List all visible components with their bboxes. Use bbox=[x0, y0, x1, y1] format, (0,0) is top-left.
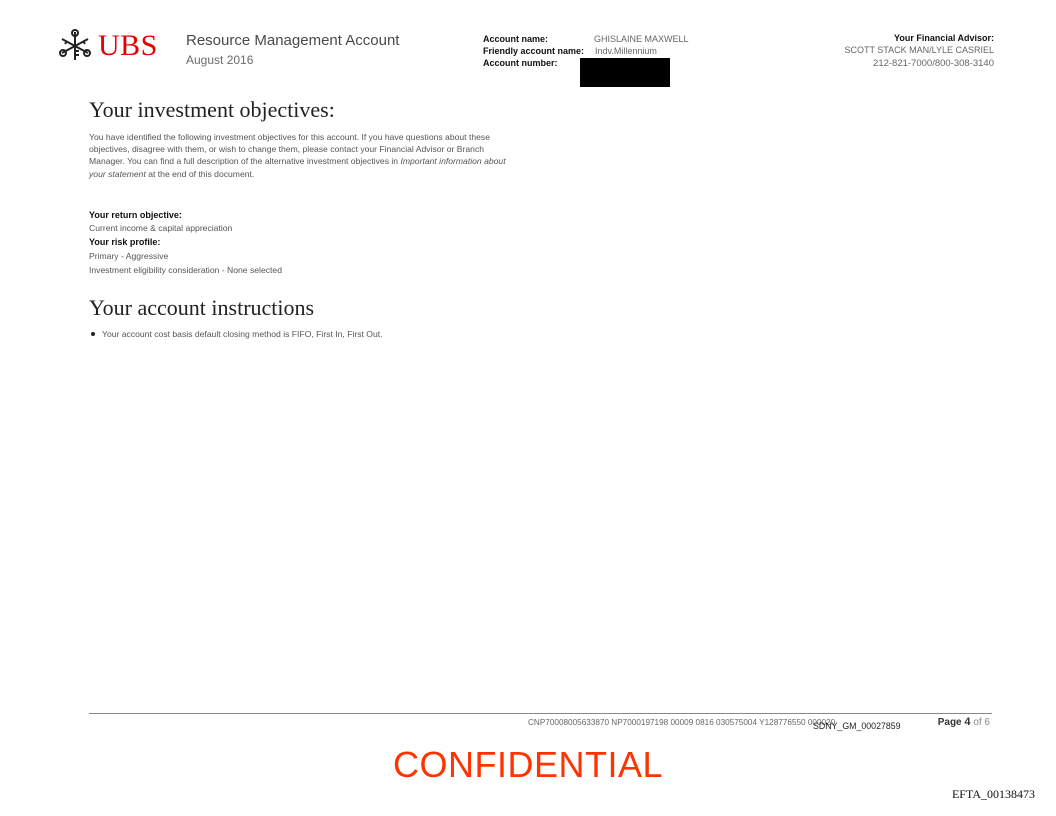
account-name-label: Account name: bbox=[483, 34, 549, 44]
objectives-paragraph: You have identified the following investment objectives for this account. If you have questions about these objectives, disagree with them, or wish to change them, please contact your Financial Advisor or Branch Manager. You can find a full description of the alternative investment objectives in Important information about your statement at the end of this document. bbox=[89, 132, 506, 179]
efta-number: EFTA_00138473 bbox=[951, 787, 1035, 801]
return-objective-label: Your return objective: bbox=[89, 210, 182, 220]
return-objective-value: Current income & capital appreciation bbox=[89, 223, 233, 233]
bullet-icon bbox=[91, 332, 95, 336]
statement-info-reference: Important information about your statement bbox=[89, 156, 506, 179]
risk-profile-value: Primary - Aggressive bbox=[89, 251, 169, 261]
ubs-logo bbox=[58, 26, 158, 66]
redaction-box bbox=[580, 58, 670, 87]
page-number: Page 4 of 6 bbox=[937, 716, 990, 728]
financial-advisor-names: SCOTT STACK MAN/LYLE CASRIEL bbox=[844, 45, 994, 55]
brand-wordmark: UBS bbox=[98, 29, 158, 62]
ubs-keys-icon bbox=[58, 29, 92, 63]
account-type-title: Resource Management Account bbox=[186, 32, 400, 49]
statement-period: August 2016 bbox=[186, 53, 254, 67]
objectives-heading: Your investment objectives: bbox=[89, 97, 335, 122]
risk-profile-label: Your risk profile: bbox=[89, 237, 161, 247]
bates-number: SDNY_GM_00027859 bbox=[813, 721, 901, 731]
friendly-name-label: Friendly account name: bbox=[483, 46, 585, 56]
footer-divider bbox=[89, 713, 992, 714]
eligibility-consideration: Investment eligibility consideration - None selected bbox=[89, 265, 282, 275]
instructions-heading: Your account instructions bbox=[89, 295, 315, 320]
instruction-text: Your account cost basis default closing method is FIFO, First In, First Out. bbox=[102, 329, 383, 339]
account-name-value: GHISLAINE MAXWELL bbox=[594, 34, 689, 44]
footer-document-codes: CNP70008005633870 NP7000197198 00009 0816 030575004 Y128776550 000020 bbox=[528, 718, 836, 727]
confidential-stamp: CONFIDENTIAL bbox=[392, 744, 664, 785]
friendly-name-value: Indv.Millennium bbox=[595, 46, 657, 56]
financial-advisor-label: Your Financial Advisor: bbox=[893, 33, 994, 43]
financial-advisor-phone: 212-821-7000/800-308-3140 bbox=[873, 58, 994, 69]
instruction-list-item bbox=[89, 329, 383, 339]
account-number-label: Account number: bbox=[483, 58, 558, 68]
